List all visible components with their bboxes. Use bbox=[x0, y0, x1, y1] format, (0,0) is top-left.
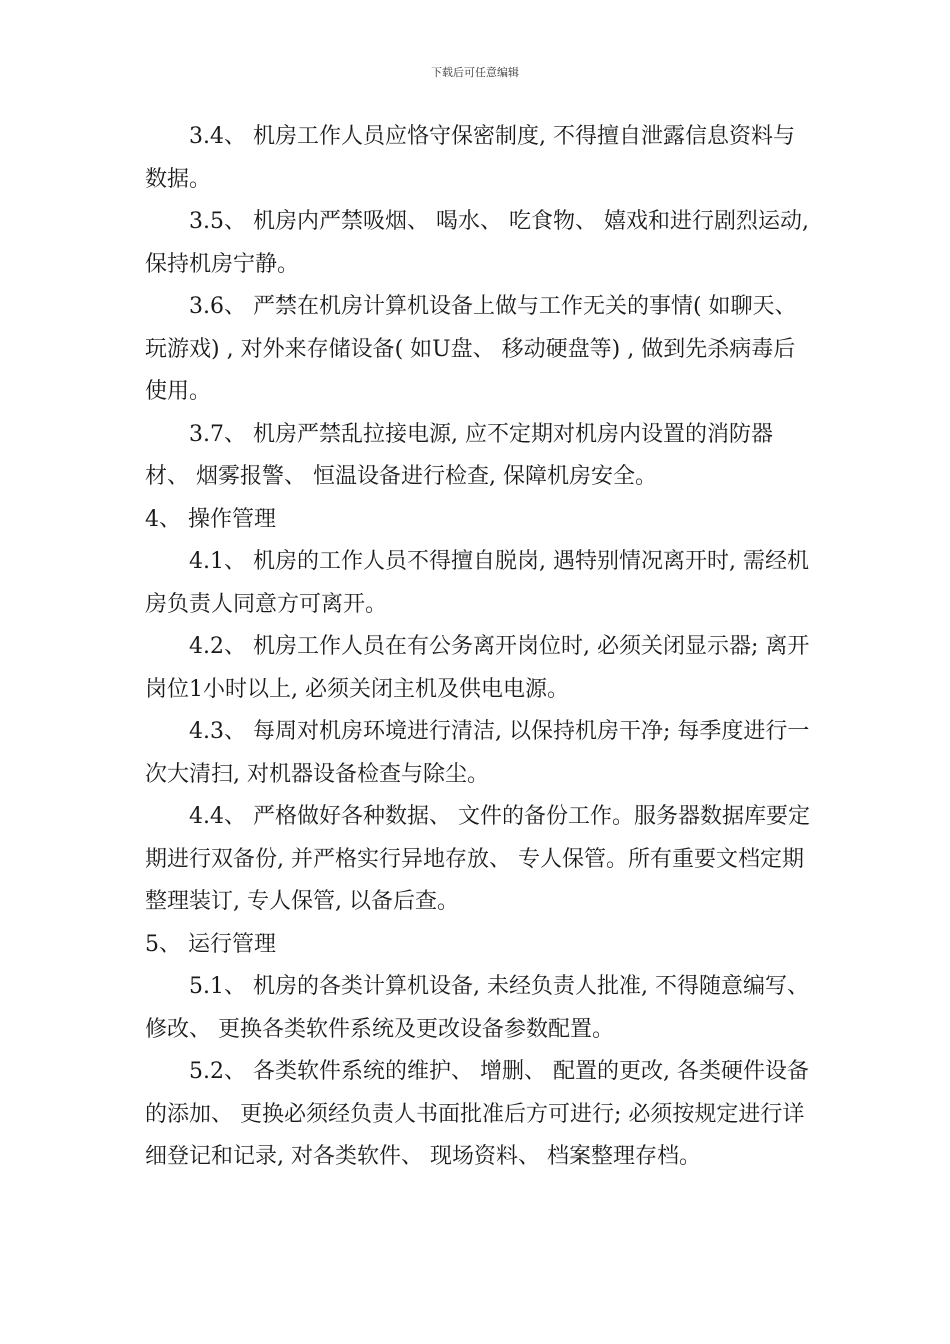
paragraph-5-2: 5.2、 各类软件系统的维护、 增删、 配置的更改, 各类硬件设备的添加、 更换必须经负责人书面批准后方可进行; 必须按规定进行详细登记和记录, 对各类软件、 现场资料、 档案整理存档。 bbox=[145, 1059, 809, 1169]
paragraph-5-1: 5.1、 机房的各类计算机设备, 未经负责人批准, 不得随意编写、 修改、 更换各类软件系统及更改设备参数配置。 bbox=[145, 974, 809, 1042]
page-header: 下载后可任意编辑 bbox=[431, 66, 519, 79]
paragraph-4-2: 4.2、 机房工作人员在有公务离开岗位时, 必须关闭显示器; 离开岗位1小时以上, 必须关闭主机及供电电源。 bbox=[145, 634, 810, 702]
document-body bbox=[145, 116, 810, 1179]
section-heading-4: 4、 操作管理 bbox=[145, 506, 276, 532]
paragraph-3-5: 3.5、 机房内严禁吸烟、 喝水、 吃食物、 嬉戏和进行剧烈运动, 保持机房宁静。 bbox=[145, 209, 809, 277]
paragraph-4-3: 4.3、 每周对机房环境进行清洁, 以保持机房干净; 每季度进行一次大清扫, 对机器设备检查与除尘。 bbox=[145, 719, 810, 787]
paragraph-4-1: 4.1、 机房的工作人员不得擅自脱岗, 遇特别情况离开时, 需经机房负责人同意方可离开。 bbox=[145, 549, 809, 617]
paragraph-3-4: 3.4、 机房工作人员应恪守保密制度, 不得擅自泄露信息资料与数据。 bbox=[145, 124, 795, 192]
paragraph-4-4: 4.4、 严格做好各种数据、 文件的备份工作。服务器数据库要定期进行双备份, 并严格实行异地存放、 专人保管。所有重要文档定期整理装订, 专人保管, 以备后查。 bbox=[145, 804, 810, 914]
paragraph-3-6: 3.6、 严禁在机房计算机设备上做与工作无关的事情( 如聊天、 玩游戏) , 对外来存储设备( 如U盘、 移动硬盘等) , 做到先杀病毒后使用。 bbox=[145, 294, 797, 404]
section-heading-5: 5、 运行管理 bbox=[145, 931, 276, 957]
paragraph-3-7: 3.7、 机房严禁乱拉接电源, 应不定期对机房内设置的消防器材、 烟雾报警、 恒温设备进行检查, 保障机房安全。 bbox=[145, 421, 773, 489]
